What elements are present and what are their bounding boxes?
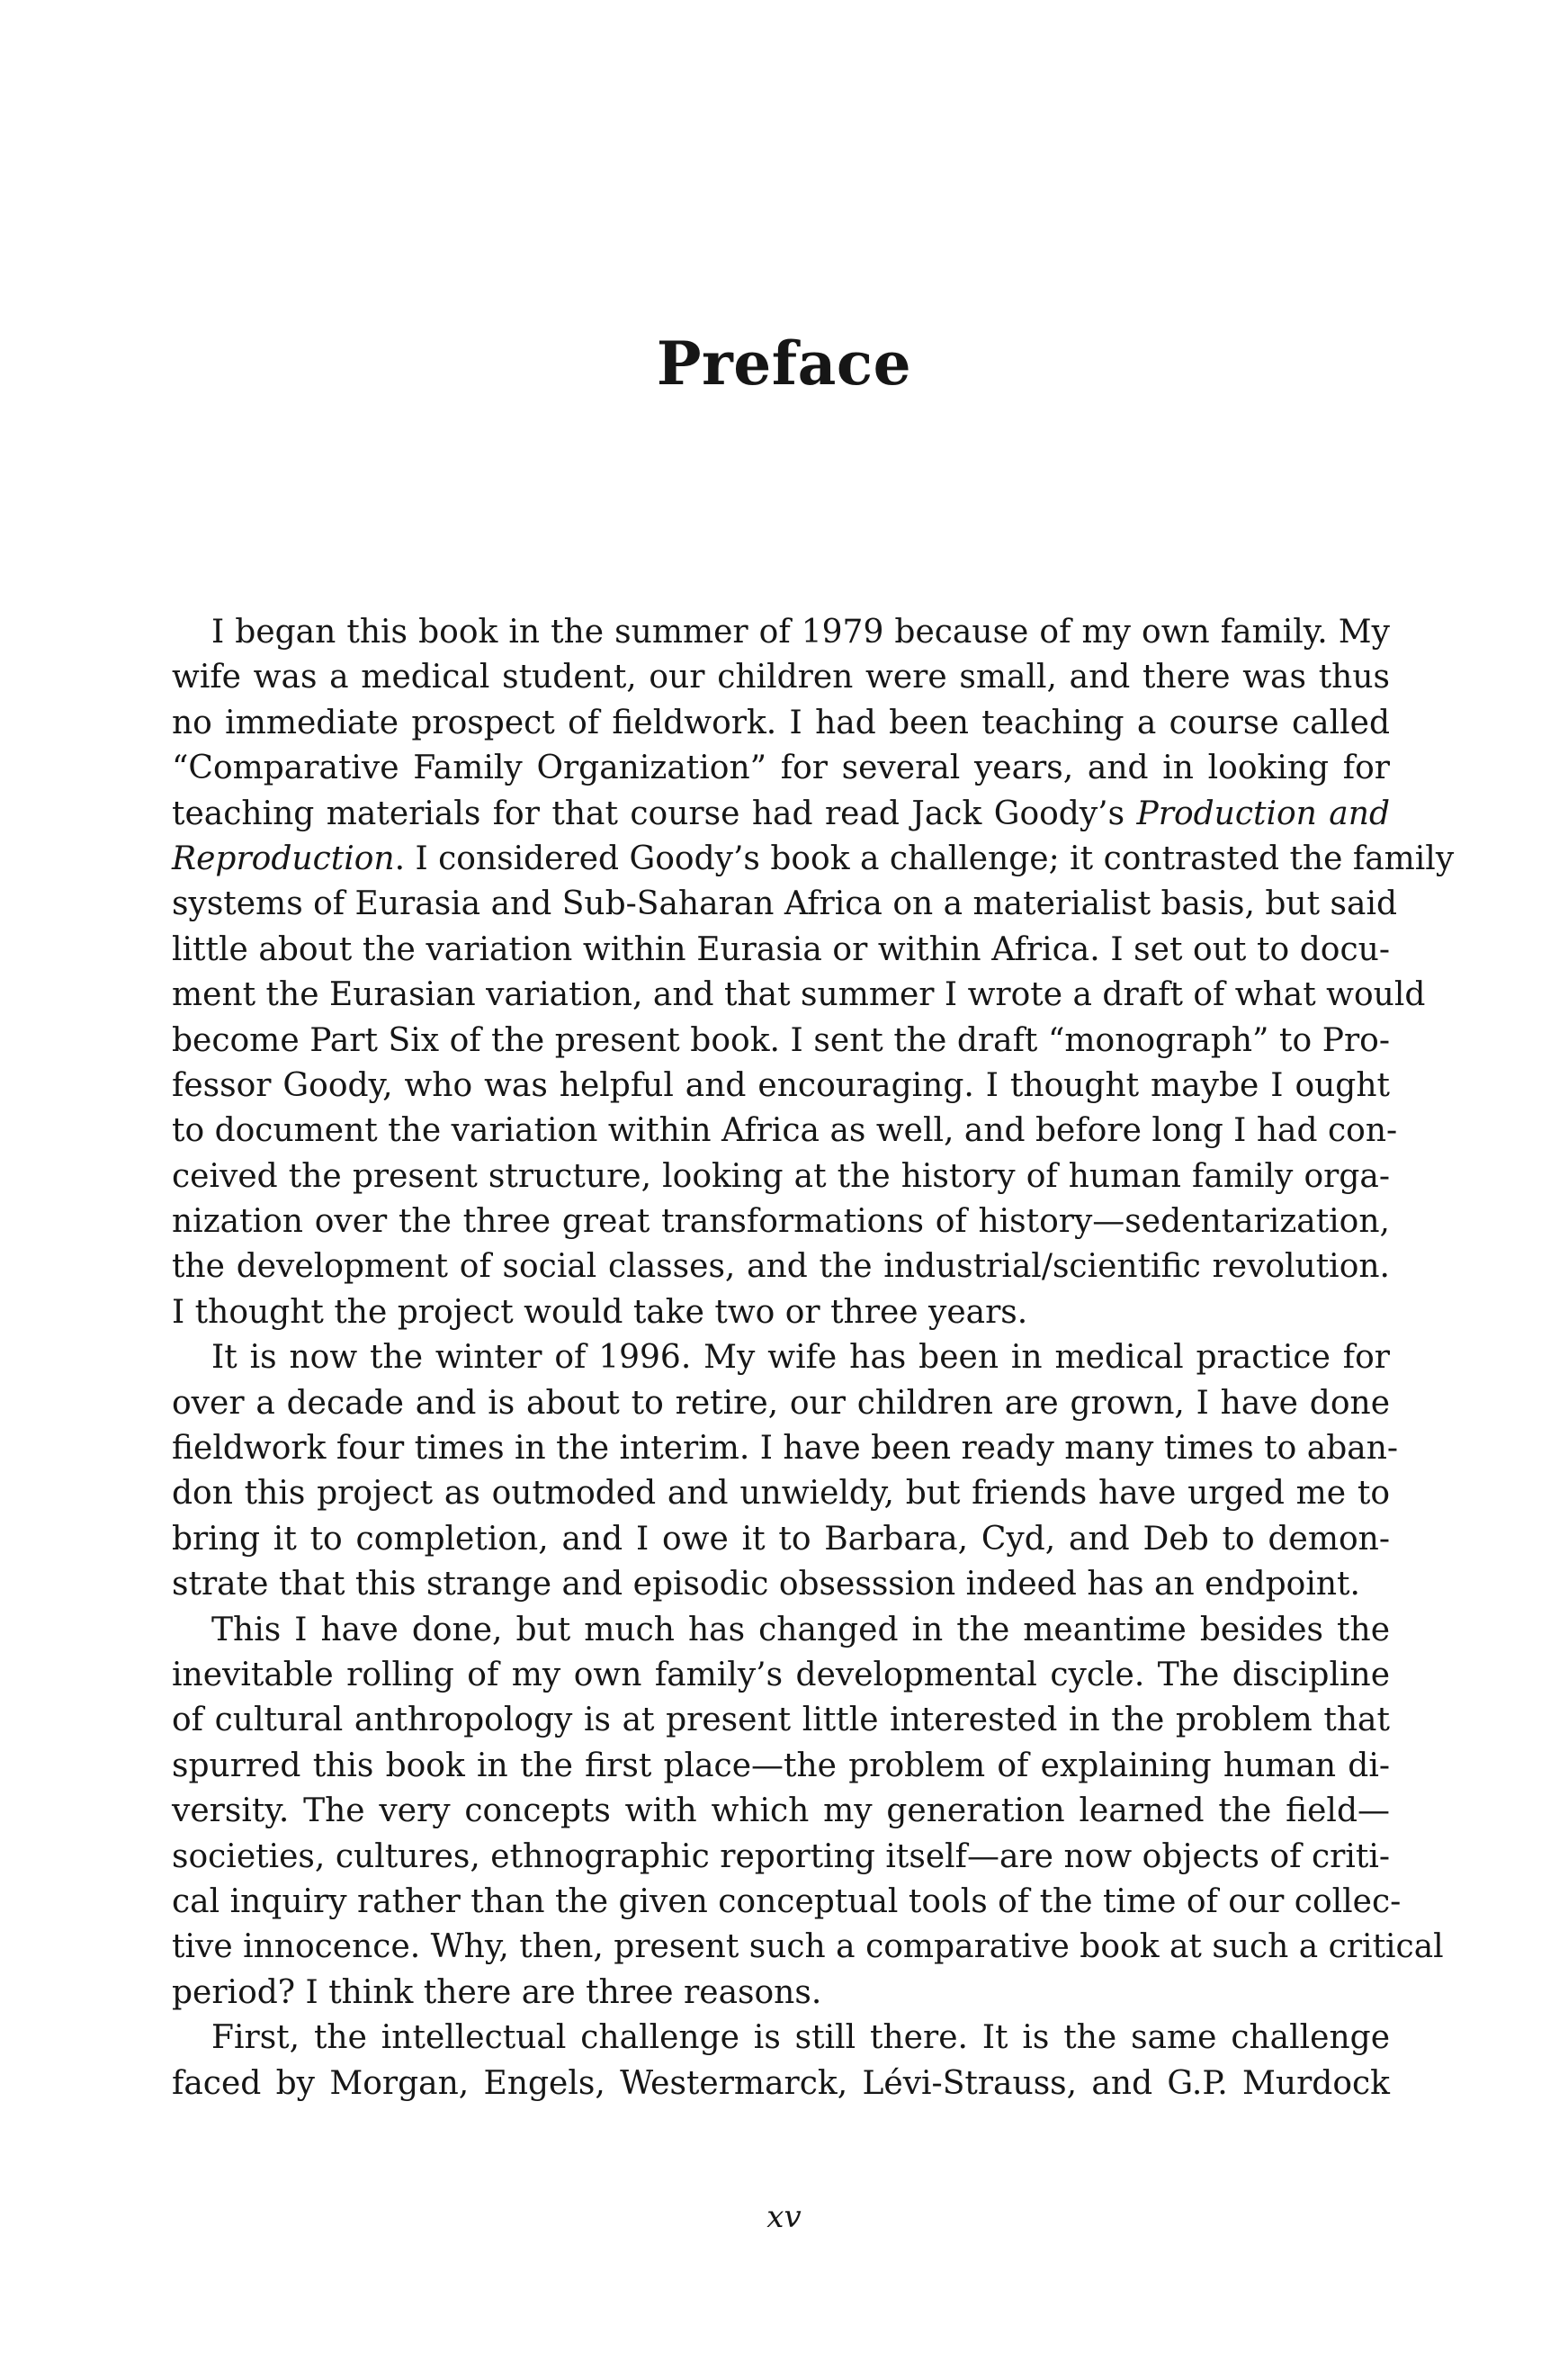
book-title-italic: Reproduction xyxy=(172,840,395,877)
text-line: fessor Goody, who was helpful and encouraging. I thought maybe I ought xyxy=(172,1066,1390,1104)
text-line: little about the variation within Eurasia or within Africa. I set out to docu- xyxy=(172,930,1390,968)
text-line: fieldwork four times in the interim. I have been ready many times to aban- xyxy=(172,1430,1399,1468)
text-line: versity. The very concepts with which my generation learned the field— xyxy=(172,1792,1390,1830)
text-line: cal inquiry rather than the given conceptual tools of the time of our collec- xyxy=(172,1882,1402,1920)
paragraph xyxy=(172,1608,1444,2016)
text-line: ceived the present structure, looking at the history of human family orga- xyxy=(172,1157,1390,1195)
text-line: become Part Six of the present book. I sent the draft “monograph” to Pro- xyxy=(172,1021,1390,1059)
text-line: of cultural anthropology is at present little interested in the problem that xyxy=(172,1702,1390,1739)
preface-body xyxy=(172,610,1455,2106)
text-line: don this project as outmoded and unwieldy, but friends have urged me to xyxy=(172,1475,1390,1513)
text-line: systems of Eurasia and Sub-Saharan Africa on a materialist basis, but said xyxy=(172,885,1398,923)
page-number: xv xyxy=(766,2199,802,2235)
text-line: strate that this strange and episodic obsesssion indeed has an endpoint. xyxy=(172,1566,1360,1603)
text-line: I began this book in the summer of 1979 because of my own family. My xyxy=(211,614,1390,651)
text-line: I thought the project would take two or three years. xyxy=(172,1293,1028,1331)
text-line: the development of social classes, and the industrial/scientific revolution. xyxy=(172,1248,1390,1286)
text-line: faced by Morgan, Engels, Westermarck, Lévi-Strauss, and G.P. Murdock xyxy=(172,2064,1390,2102)
text-line: over a decade and is about to retire, our children are grown, I have done xyxy=(172,1384,1390,1422)
text-line: tive innocence. Why, then, present such a comparative book at such a critical xyxy=(172,1928,1444,1966)
text-line: “Comparative Family Organization” for several years, and in looking for xyxy=(172,750,1390,787)
paragraph xyxy=(172,1335,1399,1607)
paragraph xyxy=(172,2016,1390,2106)
text-line: spurred this book in the first place—the problem of explaining human di- xyxy=(172,1747,1390,1784)
page-title: Preface xyxy=(656,328,912,399)
paragraph xyxy=(172,610,1455,1335)
text-line: Reproduction. I considered Goody’s book a challenge; it contrasted the family xyxy=(172,840,1455,877)
text-line: period? I think there are three reasons. xyxy=(172,1973,822,2011)
text-line: bring it to completion, and I owe it to Barbara, Cyd, and Deb to demon- xyxy=(172,1520,1390,1558)
text-line: no immediate prospect of fieldwork. I had been teaching a course called xyxy=(172,704,1390,741)
book-title-italic: Production and xyxy=(1136,795,1390,832)
text-line: wife was a medical student, our children were small, and there was thus xyxy=(172,659,1390,696)
text-line: societies, cultures, ethnographic reporting itself—are now objects of criti- xyxy=(172,1837,1390,1875)
text-line: teaching materials for that course had read Jack Goody’s Production and xyxy=(172,795,1390,832)
text-line: It is now the winter of 1996. My wife has been in medical practice for xyxy=(211,1339,1390,1377)
text-line: to document the variation within Africa as well, and before long I had con- xyxy=(172,1112,1398,1150)
text-line: This I have done, but much has changed in the meantime besides the xyxy=(211,1611,1390,1648)
text-line: nization over the three great transformations of history—sedentarization, xyxy=(172,1203,1390,1241)
text-line: inevitable rolling of my own family’s developmental cycle. The discipline xyxy=(172,1656,1390,1693)
text-line: ment the Eurasian variation, and that summer I wrote a draft of what would xyxy=(172,976,1426,1014)
text-line: First, the intellectual challenge is still there. It is the same challenge xyxy=(211,2019,1390,2057)
